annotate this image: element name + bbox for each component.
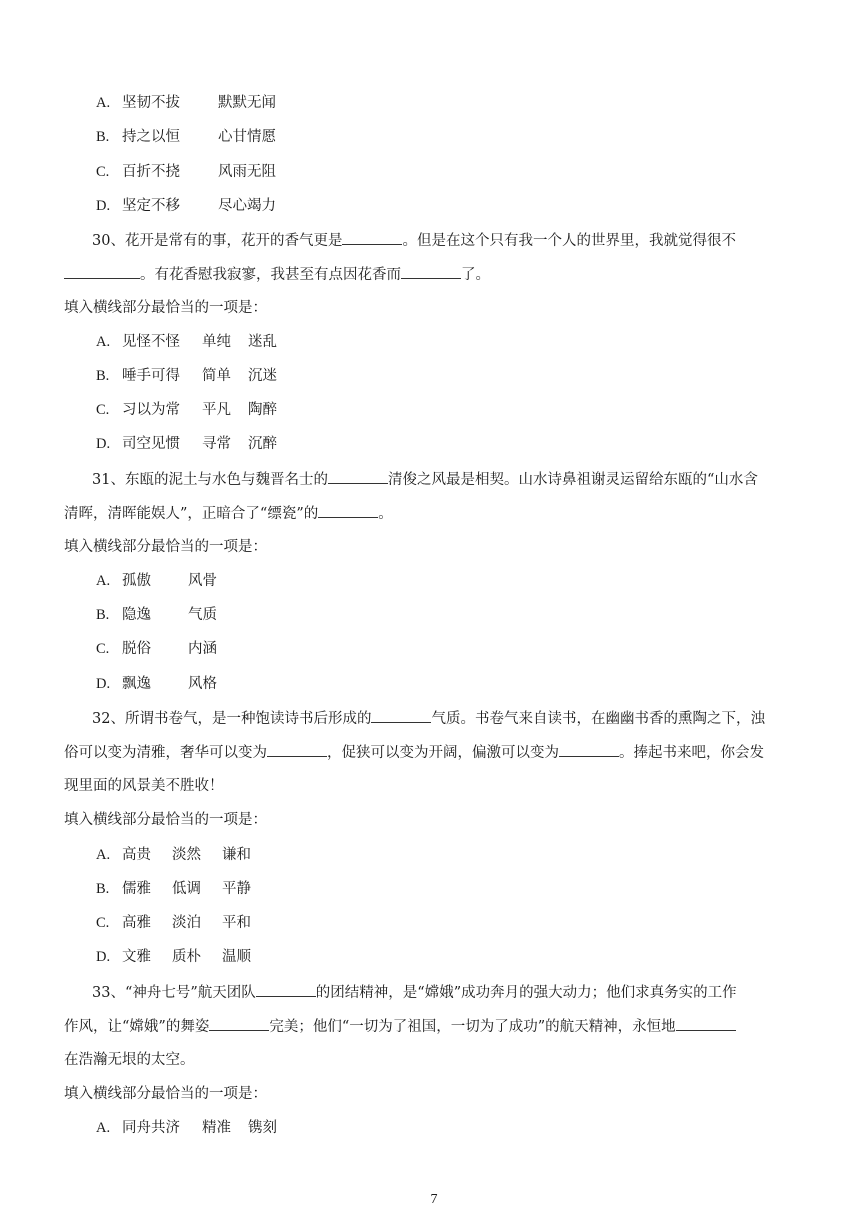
option-label: D. bbox=[96, 436, 111, 452]
answer-blank bbox=[559, 742, 619, 757]
q30-stem-line-2 bbox=[64, 264, 490, 285]
stem-text: 清俊之风最是相契。山水诗鼻祖谢灵运留给东瓯的“山水含 bbox=[387, 472, 758, 488]
option-word: 持之以恒 bbox=[122, 129, 180, 145]
option-word: 风骨 bbox=[188, 573, 217, 589]
stem-text: 33、“神舟七号”航天团队 bbox=[92, 985, 256, 1001]
stem-text: 完美；他们“一切为了祖国，一切为了成功”的航天精神，永恒地 bbox=[269, 1019, 676, 1035]
option-label: A. bbox=[96, 334, 111, 350]
option-word: 平凡 bbox=[202, 402, 231, 418]
q31-stem-line-2 bbox=[64, 503, 393, 524]
option-word: 沉醉 bbox=[248, 436, 277, 452]
option-word: 温顺 bbox=[222, 949, 251, 965]
option-word: 儒雅 bbox=[122, 881, 151, 897]
q30-option-b bbox=[96, 366, 277, 386]
q29-option-c bbox=[96, 162, 276, 182]
option-label: B. bbox=[96, 368, 110, 384]
stem-text: 。捧起书来吧，你会发 bbox=[619, 745, 764, 761]
q32-option-b bbox=[96, 879, 251, 899]
option-word: 高贵 bbox=[122, 847, 151, 863]
answer-blank bbox=[209, 1016, 269, 1031]
answer-blank bbox=[328, 469, 388, 484]
q32-option-d bbox=[96, 947, 251, 967]
answer-blank bbox=[371, 708, 431, 723]
q32-stem-line-2 bbox=[64, 742, 764, 763]
option-word: 陶醉 bbox=[248, 402, 277, 418]
stem-text: 的团结精神，是“嫦娥”成功奔月的强大动力；他们求真务实的工作 bbox=[315, 985, 737, 1001]
q31-option-d bbox=[96, 674, 217, 694]
q33-prompt: 填入横线部分最恰当的一项是： bbox=[64, 1086, 267, 1102]
option-label: C. bbox=[96, 915, 110, 931]
option-word: 唾手可得 bbox=[122, 368, 180, 384]
option-label: A. bbox=[96, 1120, 111, 1136]
q29-option-d bbox=[96, 196, 276, 216]
option-word: 隐逸 bbox=[122, 607, 151, 623]
answer-blank bbox=[401, 264, 461, 279]
stem-text: 32、所谓书卷气，是一种饱读诗书后形成的 bbox=[92, 711, 372, 727]
option-word: 尽心竭力 bbox=[218, 198, 276, 214]
q33-stem-line-2 bbox=[64, 1016, 736, 1037]
option-word: 司空见惯 bbox=[122, 436, 180, 452]
stem-text: 30、花开是常有的事，花开的香气更是 bbox=[92, 233, 343, 249]
stem-text: 清晖，清晖能娱人”，正暗合了“缥瓷”的 bbox=[64, 506, 319, 522]
option-label: C. bbox=[96, 641, 110, 657]
q30-option-c bbox=[96, 400, 277, 420]
option-word: 精准 bbox=[202, 1120, 231, 1136]
q31-option-c bbox=[96, 639, 217, 659]
option-word: 平静 bbox=[222, 881, 251, 897]
option-label: D. bbox=[96, 949, 111, 965]
answer-blank bbox=[342, 230, 402, 245]
q29-option-a bbox=[96, 93, 276, 113]
answer-blank bbox=[64, 264, 140, 279]
stem-text: 了。 bbox=[461, 267, 490, 283]
option-word: 气质 bbox=[188, 607, 217, 623]
option-word: 内涵 bbox=[188, 641, 217, 657]
q33-option-a bbox=[96, 1118, 277, 1138]
option-label: D. bbox=[96, 676, 111, 692]
answer-blank bbox=[267, 742, 327, 757]
q32-stem-line-3: 现里面的风景美不胜收！ bbox=[64, 778, 224, 794]
option-word: 淡然 bbox=[172, 847, 201, 863]
q33-stem-line-3: 在浩瀚无垠的太空。 bbox=[64, 1052, 195, 1068]
option-label: C. bbox=[96, 402, 110, 418]
q32-option-a bbox=[96, 845, 251, 865]
option-label: A. bbox=[96, 847, 111, 863]
q30-option-d bbox=[96, 434, 277, 454]
option-word: 低调 bbox=[172, 881, 201, 897]
option-label: B. bbox=[96, 129, 110, 145]
option-word: 百折不挠 bbox=[122, 164, 180, 180]
option-word: 平和 bbox=[222, 915, 251, 931]
option-word: 孤傲 bbox=[122, 573, 151, 589]
option-word: 坚韧不拔 bbox=[122, 95, 180, 111]
option-word: 镌刻 bbox=[248, 1120, 277, 1136]
option-word: 迷乱 bbox=[248, 334, 277, 350]
stem-text: ，促狭可以变为开阔，偏激可以变为 bbox=[327, 745, 559, 761]
stem-text: 俗可以变为清雅，奢华可以变为 bbox=[64, 745, 267, 761]
stem-text: 。有花香慰我寂寥，我甚至有点因花香而 bbox=[140, 267, 401, 283]
option-word: 寻常 bbox=[202, 436, 231, 452]
stem-text: 31、东瓯的泥土与水色与魏晋名士的 bbox=[92, 472, 328, 488]
q30-option-a bbox=[96, 332, 277, 352]
stem-text: 。 bbox=[378, 506, 393, 522]
option-word: 简单 bbox=[202, 368, 231, 384]
q31-option-b bbox=[96, 605, 217, 625]
option-label: A. bbox=[96, 95, 111, 111]
q32-stem-line-1 bbox=[92, 708, 765, 729]
option-word: 高雅 bbox=[122, 915, 151, 931]
answer-blank bbox=[256, 982, 316, 997]
q30-prompt: 填入横线部分最恰当的一项是： bbox=[64, 300, 267, 316]
option-word: 沉迷 bbox=[248, 368, 277, 384]
option-word: 风格 bbox=[188, 676, 217, 692]
option-word: 见怪不怪 bbox=[122, 334, 180, 350]
option-word: 脱俗 bbox=[122, 641, 151, 657]
option-word: 单纯 bbox=[202, 334, 231, 350]
option-label: A. bbox=[96, 573, 111, 589]
q31-prompt: 填入横线部分最恰当的一项是： bbox=[64, 539, 267, 555]
answer-blank bbox=[676, 1016, 736, 1031]
option-word: 同舟共济 bbox=[122, 1120, 180, 1136]
q33-stem-line-1 bbox=[92, 982, 737, 1003]
option-word: 默默无闻 bbox=[218, 95, 276, 111]
option-label: B. bbox=[96, 607, 110, 623]
option-word: 风雨无阻 bbox=[218, 164, 276, 180]
option-word: 心甘情愿 bbox=[218, 129, 276, 145]
option-word: 坚定不移 bbox=[122, 198, 180, 214]
option-word: 质朴 bbox=[172, 949, 201, 965]
option-label: D. bbox=[96, 198, 111, 214]
option-label: B. bbox=[96, 881, 110, 897]
option-word: 谦和 bbox=[222, 847, 251, 863]
q31-stem-line-1 bbox=[92, 469, 758, 490]
option-label: C. bbox=[96, 164, 110, 180]
option-word: 淡泊 bbox=[172, 915, 201, 931]
option-word: 飘逸 bbox=[122, 676, 151, 692]
q31-option-a bbox=[96, 571, 217, 591]
page-number: 7 bbox=[430, 1192, 438, 1207]
q29-option-b bbox=[96, 127, 276, 147]
stem-text: 。但是在这个只有我一个人的世界里，我就觉得很不 bbox=[402, 233, 736, 249]
answer-blank bbox=[318, 503, 378, 518]
q32-prompt: 填入横线部分最恰当的一项是： bbox=[64, 812, 267, 828]
q30-stem-line-1 bbox=[92, 230, 736, 251]
option-word: 文雅 bbox=[122, 949, 151, 965]
stem-text: 气质。书卷气来自读书，在幽幽书香的熏陶之下，浊 bbox=[431, 711, 765, 727]
stem-text: 作风，让“嫦娥”的舞姿 bbox=[64, 1019, 210, 1035]
q32-option-c bbox=[96, 913, 251, 933]
option-word: 习以为常 bbox=[122, 402, 180, 418]
